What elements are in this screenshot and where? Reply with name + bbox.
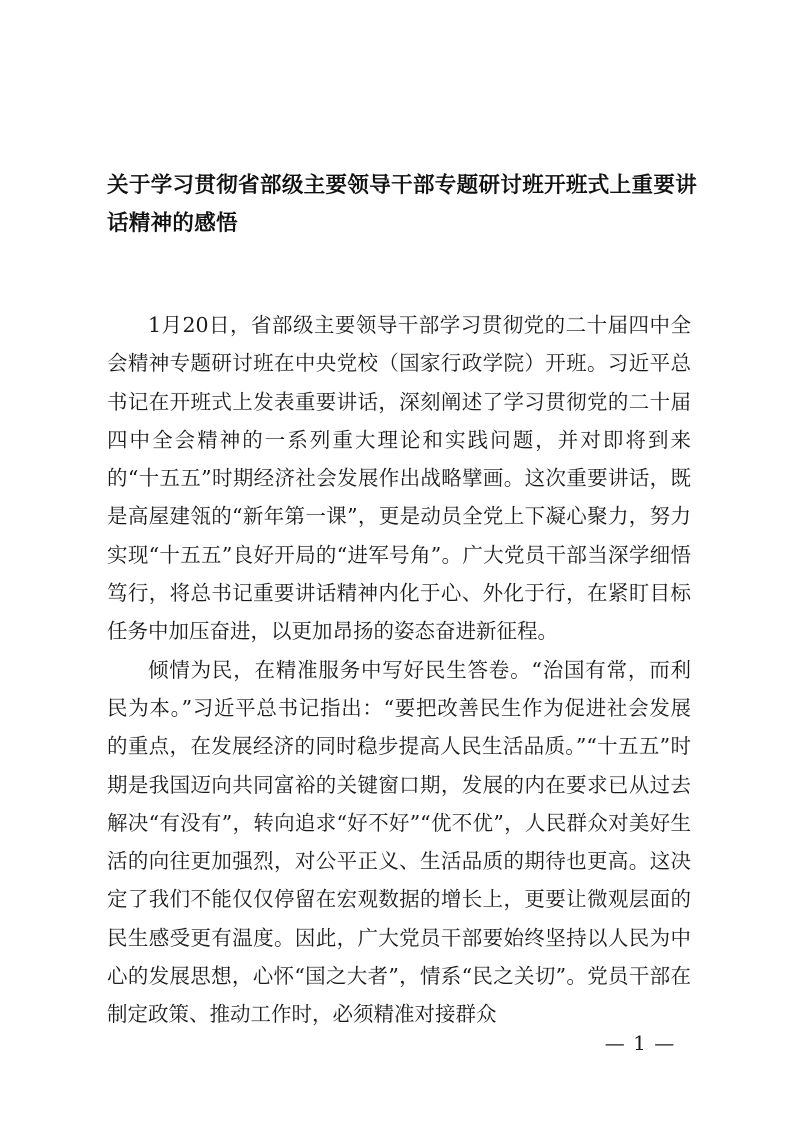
page-number: — 1 — bbox=[604, 1031, 676, 1055]
paragraph-1: 1月20日，省部级主要领导干部学习贯彻党的二十届四中全会精神专题研讨班在中央党校（国家行政学院）开班。习近平总书记在开班式上发表重要讲话，深刻阐述了学习贯彻党的二十届四中全会精神的一系列重大理论和实践问题，并对即将到来的“十五五”时期经济社会发展作出战略擘画。这次重要讲话，既是高屋建瓴的“新年第一课”，更是动员全党上下凝心聚力，努力实现“十五五”良好开局的“进军号角”。广大党员干部当深学细悟笃行，将总书记重要讲话精神内化于心、外化于行，在紧盯目标任务中加压奋进，以更加昂扬的姿态奋进新征程。 bbox=[107, 313, 691, 644]
document-body bbox=[107, 306, 691, 1034]
document-title: 关于学习贯彻省部级主要领导干部专题研讨班开班式上重要讲话精神的感悟 bbox=[107, 173, 697, 236]
paragraph-2: 倾情为民，在精准服务中写好民生答卷。“治国有常，而利民为本。”习近平总书记指出：“要把改善民生作为促进社会发展的重点，在发展经济的同时稳步提高人民生活品质。”“十五五”时期是我国迈向共同富裕的关键窗口期，发展的内在要求已从过去解决“有没有”，转向追求“好不好”“优不优”，人民群众对美好生活的向往更加强烈，对公平正义、生活品质的期待也更高。这决定了我们不能仅仅停留在宏观数据的增长上，更要让微观层面的民生感受更有温度。因此，广大党员干部要始终坚持以人民为中心的发展思想，心怀“国之大者”，情系“民之关切”。党员干部在制定政策、推动工作时，必须精准对接群众 bbox=[107, 657, 691, 1027]
